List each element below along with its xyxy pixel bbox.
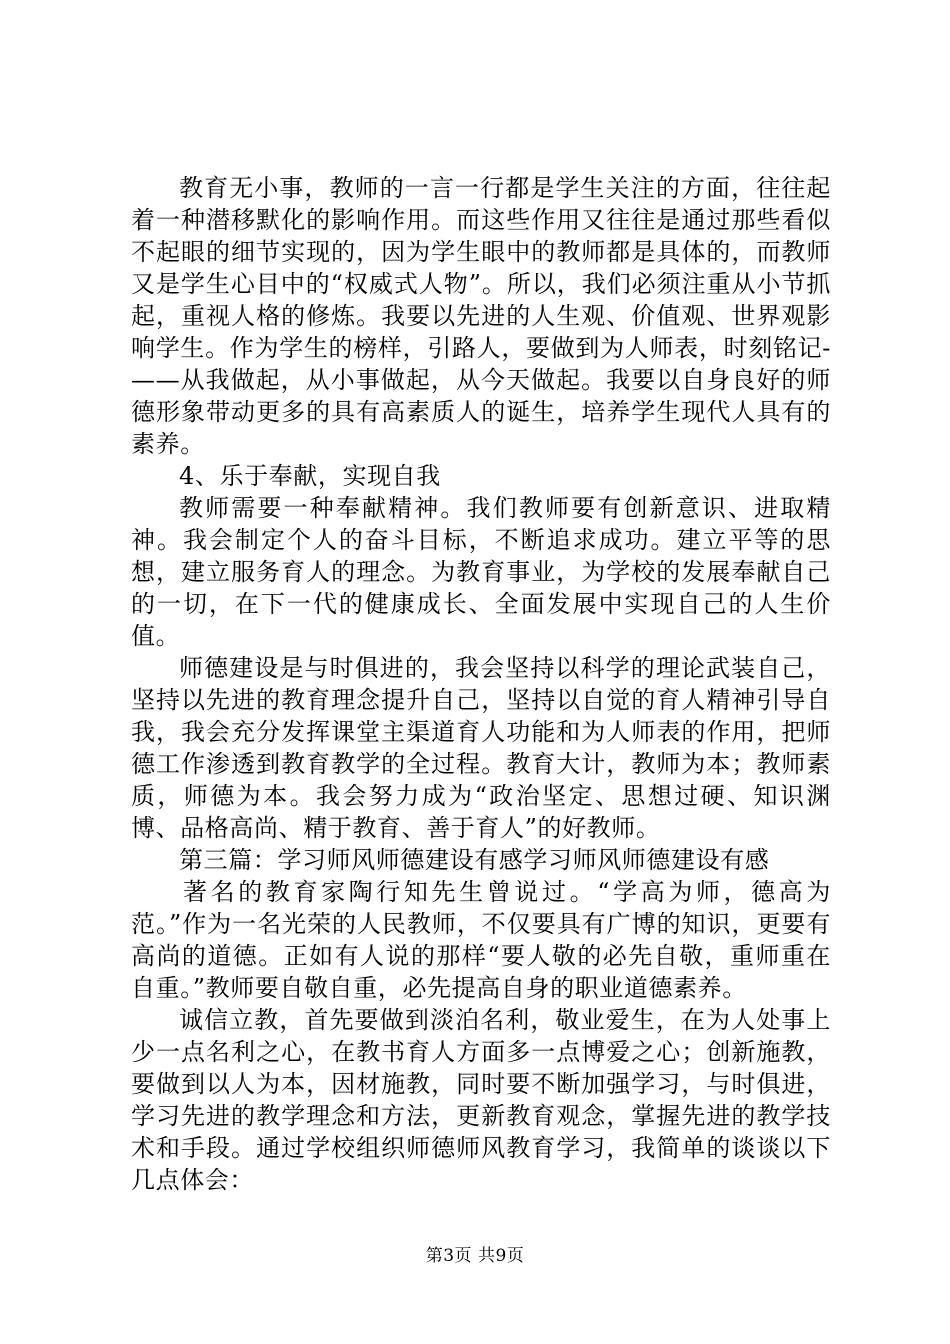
paragraph-teacher-example: 教育无小事，教师的一言一行都是学生关注的方面，往往起着一种潜移默化的影响作用。而这些作用又往往是通过那些看似不起眼的细节实现的，因为学生眼中的教师都是具体的，而教师又是学生心目中的“权威式人物”。所以，我们必须注重从小节抓起，重视人格的修炼。我要以先进的人生观、价值观、世界观影响学生。作为学生的榜样，引路人，要做到为人师表，时刻铭记-——从我做起，从小事做起，从今天做起。我要以自身良好的师德形象带动更多的具有高素质人的诞生，培养学生现代人具有的素养。	[131, 174, 831, 458]
page-number-footer: 第3页 共9页	[425, 1246, 525, 1266]
paragraph-dedication: 教师需要一种奉献精神。我们教师要有创新意识、进取精神。我会制定个人的奋斗目标，不断追求成功。建立平等的思想，建立服务育人的理念。为教育事业，为学校的发展奉献自己的一切，在下一代的健康成长、全面发展中实现自己的人生价值。	[131, 494, 831, 650]
document-body	[131, 172, 831, 1196]
section-heading-dedication: 4、乐于奉献，实现自我	[179, 462, 441, 490]
paragraph-ethics-development: 师德建设是与时俱进的，我会坚持以科学的理论武装自己，坚持以先进的教育理念提升自己，坚持以自觉的育人精神引导自我，我会充分发挥课堂主渠道育人功能和为人师表的作用，把师德工作渗透到教育教学的全过程。教育大计，教师为本；教师素质，师德为本。我会努力成为“政治坚定、思想过硬、知识渊博、品格高尚、精于教育、善于育人”的好教师。	[131, 654, 831, 842]
paragraph-integrity: 诚信立教，首先要做到淡泊名利，敬业爱生，在为人处事上少一点名利之心，在教书育人方面多一点博爱之心；创新施教，要做到以人为本，因材施教，同时要不断加强学习，与时俱进，学习先进的教学理念和方法，更新教育观念，掌握先进的教学技术和手段。通过学校组织师德师风教育学习，我简单的谈谈以下几点体会：	[131, 1006, 831, 1194]
paragraph-tao-xingzhi: 著名的教育家陶行知先生曾说过。“学高为师，德高为范。”作为一名光荣的人民教师，不仅要具有广博的知识，更要有高尚的道德。正如有人说的那样“要人敬的必先自敬，重师重在自重。”教师要自敬自重，必先提高自身的职业道德素养。	[131, 878, 831, 1002]
chapter-heading-part-three: 第三篇：学习师风师德建设有感学习师风师德建设有感	[179, 846, 770, 874]
